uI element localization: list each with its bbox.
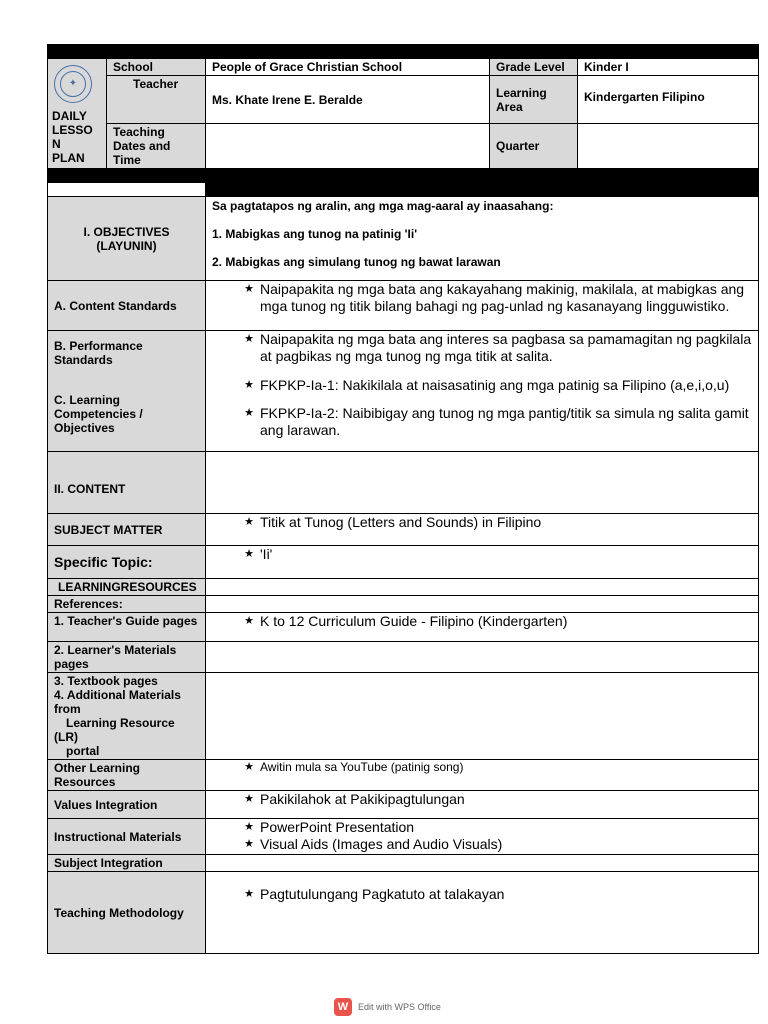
learning-resources-value — [206, 579, 759, 596]
performance-item-3 — [212, 405, 752, 439]
instructional-item-2 — [212, 836, 752, 853]
content-label-text: II. CONTENT — [54, 482, 126, 496]
performance-text-1: Naipapakita ng mga bata ang interes sa pagbasa sa pamamagitan ng pagkilala at pagbikas ng mga tunog ng mga titik at salita. — [260, 331, 752, 364]
grade-level-label: Grade Level — [490, 59, 578, 76]
objectives-label-text: I. OBJECTIVES (LAYUNIN) — [83, 224, 170, 253]
subject-integration-value — [206, 855, 759, 872]
specific-topic-label — [48, 546, 206, 579]
instructional-text-1: PowerPoint Presentation — [260, 819, 415, 835]
references-label: References: — [48, 596, 206, 613]
performance-text-3: FKPKP-Ia-2: Naibibigay ang tunog ng mga pantig/titik sa simula ng salita gamit ang larawan. — [260, 405, 749, 438]
values-integration-label — [48, 791, 206, 819]
objective-item-1: 1. Mabigkas ang tunog na patinig 'Ii' — [212, 227, 418, 241]
dlp-title-cell — [48, 59, 107, 169]
blank-cell-right — [206, 183, 759, 197]
content-standards-label — [48, 281, 206, 331]
performance-item-2 — [212, 377, 752, 394]
star-bullet-icon: ★ — [244, 761, 254, 773]
objectives-label — [48, 197, 206, 281]
wps-watermark-text: Edit with WPS Office — [358, 1002, 441, 1012]
specific-topic-label-text: Specific Topic: — [54, 554, 153, 570]
performance-item-1 — [212, 331, 752, 365]
instructional-materials-label-text: Instructional Materials — [54, 829, 182, 844]
references-value — [206, 596, 759, 613]
additional-materials-label — [48, 673, 206, 760]
other-resources-item — [212, 760, 752, 774]
star-bullet-icon: ★ — [244, 407, 254, 419]
other-resources-label: Other Learning Resources — [48, 760, 206, 791]
teaching-methodology-item — [212, 886, 752, 903]
star-bullet-icon: ★ — [244, 516, 254, 528]
teaching-dates-label: Teaching Dates and Time — [107, 124, 206, 169]
teacher-label-text: Teacher — [133, 77, 179, 91]
content-label — [48, 452, 206, 514]
teaching-methodology-label — [48, 872, 206, 954]
subject-matter-content — [206, 514, 759, 546]
teachers-guide-text: K to 12 Curriculum Guide - Filipino (Kindergarten) — [260, 613, 568, 629]
lesson-plan-document — [47, 44, 758, 954]
star-bullet-icon: ★ — [244, 333, 254, 345]
subject-matter-label-text: SUBJECT MATTER — [54, 522, 163, 537]
star-bullet-icon: ★ — [244, 793, 254, 805]
values-integration-item — [212, 791, 752, 808]
learning-resources-label: LEARNINGRESOURCES — [48, 579, 206, 596]
wps-watermark[interactable] — [334, 998, 441, 1016]
lesson-plan-table — [47, 44, 759, 954]
learning-competencies-label: C. Learning Competencies / Objectives — [54, 393, 160, 435]
teacher-value-text: Ms. Khate Irene E. Beralde — [212, 92, 363, 107]
other-resources-text: Awitin mula sa YouTube (patinig song) — [260, 760, 464, 774]
school-label: School — [107, 59, 206, 76]
performance-content — [206, 331, 759, 452]
teaching-methodology-label-text: Teaching Methodology — [54, 905, 184, 920]
grade-level-value: Kinder I — [578, 59, 759, 76]
school-value: People of Grace Christian School — [206, 59, 490, 76]
content-standards-content — [206, 281, 759, 331]
values-integration-text: Pakikilahok at Pakikipagtulungan — [260, 791, 465, 807]
performance-standards-label: B. Performance Standards — [54, 339, 143, 367]
objectives-intro: Sa pagtatapos ng aralin, ang mga mag-aaral ay inaasahang: — [212, 199, 554, 213]
content-standards-item — [212, 281, 752, 315]
blank-cell-left — [48, 183, 206, 197]
learning-area-label-text: Learning Area — [496, 85, 547, 114]
star-bullet-icon: ★ — [244, 888, 254, 900]
learning-area-value-text: Kindergarten Filipino — [584, 90, 705, 104]
learners-materials-value — [206, 642, 759, 673]
values-integration-content — [206, 791, 759, 819]
textbook-pages-label: 3. Textbook pages — [54, 674, 158, 688]
quarter-label-text: Quarter — [496, 139, 540, 153]
instructional-item-1 — [212, 819, 752, 836]
quarter-label — [490, 124, 578, 169]
instructional-materials-content — [206, 819, 759, 855]
star-bullet-icon: ★ — [244, 379, 254, 391]
specific-topic-item — [212, 546, 752, 563]
subject-matter-text: Titik at Tunog (Letters and Sounds) in Filipino — [260, 514, 542, 530]
instructional-materials-label — [48, 819, 206, 855]
specific-topic-content — [206, 546, 759, 579]
learning-area-label — [490, 76, 578, 124]
objectives-content — [206, 197, 759, 281]
wps-logo-icon: W — [334, 998, 352, 1016]
teachers-guide-label: 1. Teacher's Guide pages — [48, 613, 206, 642]
separator-bar — [48, 169, 759, 183]
learning-area-value — [578, 76, 759, 124]
star-bullet-icon: ★ — [244, 821, 254, 833]
teachers-guide-item — [212, 613, 752, 630]
star-bullet-icon: ★ — [244, 283, 254, 295]
star-bullet-icon: ★ — [244, 838, 254, 850]
specific-topic-text: 'Ii' — [260, 546, 273, 562]
objective-item-2: 2. Mabigkas ang simulang tunog ng bawat larawan — [212, 255, 501, 269]
subject-matter-label — [48, 514, 206, 546]
subject-matter-item — [212, 514, 752, 531]
values-integration-label-text: Values Integration — [54, 797, 158, 812]
performance-labels — [48, 331, 206, 452]
additional-materials-from-label: 4. Additional Materials from — [54, 688, 181, 716]
portal-label: portal — [66, 744, 100, 758]
dlp-title: DAILY LESSO N PLAN — [52, 109, 93, 165]
teaching-methodology-content — [206, 872, 759, 954]
content-value — [206, 452, 759, 514]
performance-text-2: FKPKP-Ia-1: Nakikilala at naisasatinig ang mga patinig sa Filipino (a,e,i,o,u) — [260, 377, 730, 393]
teaching-methodology-text: Pagtutulungang Pagkatuto at talakayan — [260, 886, 505, 902]
instructional-text-2: Visual Aids (Images and Audio Visuals) — [260, 836, 503, 852]
top-bar — [48, 45, 759, 59]
teacher-label — [107, 76, 206, 124]
star-bullet-icon: ★ — [244, 548, 254, 560]
learners-materials-label: 2. Learner's Materials pages — [48, 642, 206, 673]
quarter-value — [578, 124, 759, 169]
additional-materials-value — [206, 673, 759, 760]
teaching-dates-value — [206, 124, 490, 169]
other-resources-content — [206, 760, 759, 791]
subject-integration-label: Subject Integration — [48, 855, 206, 872]
deped-seal-icon: ✦ — [54, 65, 92, 103]
teacher-value — [206, 76, 490, 124]
content-standards-label-text: A. Content Standards — [54, 298, 177, 313]
lr-label: Learning Resource (LR) — [54, 716, 175, 744]
content-standards-text: Naipapakita ng mga bata ang kakayahang makinig, makilala, at mabigkas ang mga tunog ng titik bilang bahagi ng pag-unlad ng kasanayang lingguwistiko. — [260, 281, 745, 314]
teachers-guide-content — [206, 613, 759, 642]
star-bullet-icon: ★ — [244, 615, 254, 627]
